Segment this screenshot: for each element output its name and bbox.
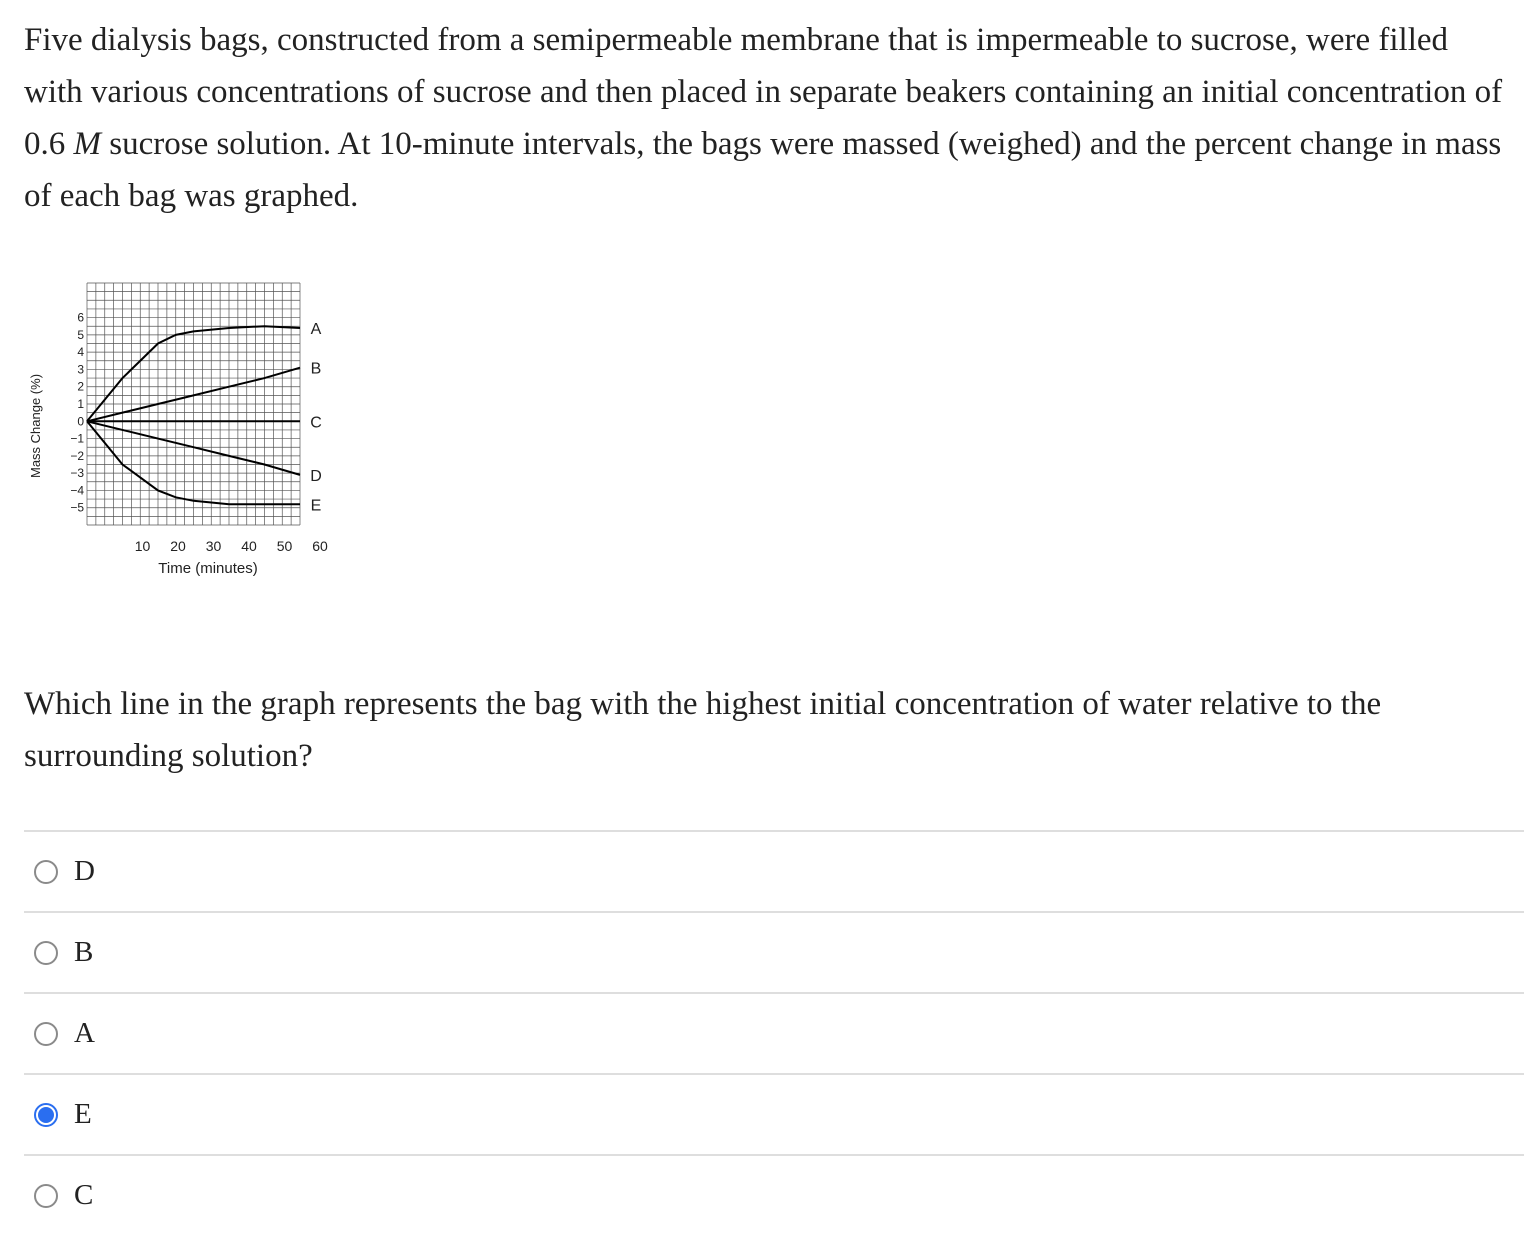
option-row[interactable] (24, 830, 1524, 911)
x-tick-label: 50 (276, 538, 293, 554)
y-tick-label: −5 (70, 500, 84, 515)
option-row[interactable] (24, 1154, 1524, 1235)
y-tick-label: −3 (70, 466, 84, 481)
x-tick-label: 20 (170, 538, 186, 554)
series-label-d: D (310, 467, 322, 485)
option-label: A (74, 1017, 95, 1049)
series-label-a: A (310, 320, 322, 338)
chart-svg (20, 278, 340, 588)
y-tick-label: −1 (70, 431, 84, 446)
radio-button[interactable] (34, 1103, 58, 1127)
y-tick-label: 3 (77, 362, 84, 377)
option-row[interactable] (24, 1073, 1524, 1154)
y-tick-label: 4 (77, 345, 84, 360)
radio-button[interactable] (34, 1184, 58, 1208)
mass-change-chart (20, 278, 340, 588)
radio-button[interactable] (34, 941, 58, 965)
x-tick-label: 30 (205, 538, 222, 554)
x-axis-label: Time (minutes) (158, 560, 258, 577)
y-tick-label: 5 (77, 327, 84, 342)
option-label: E (74, 1098, 92, 1130)
y-axis-label: Mass Change (%) (28, 373, 43, 479)
option-row[interactable] (24, 911, 1524, 992)
option-label: B (74, 936, 94, 968)
molarity-unit: M (73, 126, 101, 162)
y-tick-label: 1 (77, 397, 84, 411)
answer-options (24, 830, 1524, 1235)
option-label: C (74, 1179, 94, 1211)
series-label-b: B (310, 360, 322, 378)
y-tick-label: −4 (70, 483, 84, 498)
intro-text-2: sucrose solution. At 10-minute intervals, the bags were massed (weighed) and the percent change in mass of each bag was graphed. (24, 126, 1502, 214)
y-tick-label: 0 (77, 414, 84, 429)
radio-button[interactable] (34, 860, 58, 884)
intro-text-1: Five dialysis bags, constructed from a semipermeable membrane that is impermeable to sucrose, were filled with various concentrations of sucrose and then placed in separate beakers containing an initial concentration of 0.6 (24, 22, 1503, 162)
series-label-c: C (310, 414, 322, 432)
series-label-e: E (310, 497, 322, 515)
option-label: D (74, 855, 95, 887)
question-intro (24, 14, 1514, 222)
radio-button[interactable] (34, 1022, 58, 1046)
y-tick-label: −2 (70, 448, 84, 463)
x-tick-label: 10 (134, 538, 151, 554)
x-tick-label: 40 (241, 538, 257, 554)
y-tick-label: 6 (77, 310, 84, 325)
y-tick-label: 2 (77, 379, 84, 394)
x-tick-label: 60 (312, 538, 328, 554)
option-row[interactable] (24, 992, 1524, 1073)
question-text: Which line in the graph represents the bag with the highest initial concentration of water relative to the surrounding solution? (24, 686, 1382, 774)
